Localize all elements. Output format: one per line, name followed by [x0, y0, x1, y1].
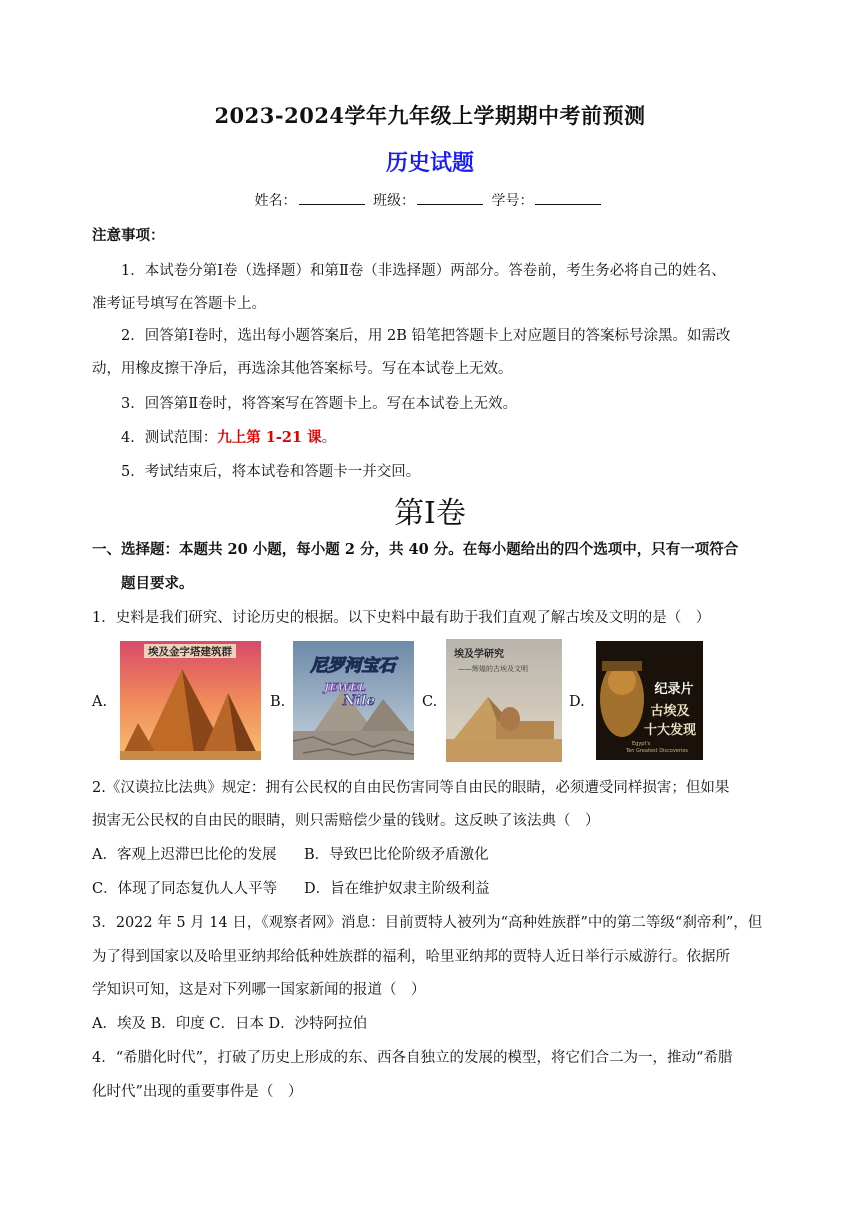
q2-option-c[interactable]: C．体现了同态复仇人人平等	[92, 881, 278, 897]
id-blank[interactable]	[535, 191, 601, 205]
q1-option-a-label[interactable]: A.	[92, 694, 108, 710]
q1-option-d-label[interactable]: D.	[569, 694, 585, 710]
q2-option-d[interactable]: D．旨在维护奴隶主阶级利益	[304, 881, 490, 897]
class-label: 班级：	[373, 193, 415, 209]
q4-stem-line-1: 4．“希腊化时代”，打破了历史上形成的东、西各自独立的发展的模型，将它们合二为一，推动“希腊	[92, 1050, 733, 1066]
note-1-line-1: 1．本试卷分第Ⅰ卷（选择题）和第Ⅱ卷（非选择题）两部分。答卷前，考生务必将自己的姓名、	[121, 263, 726, 279]
student-info-line	[0, 190, 860, 210]
note-4-range: 九上第 1-21 课	[217, 429, 322, 446]
q1-d-image-line-2: 古埃及	[650, 704, 690, 719]
q2-stem-line-2: 损害无公民权的自由民的眼睛，则只需赔偿少量的钱财。这反映了该法典（ ）	[92, 813, 600, 829]
section-heading: 第Ⅰ卷	[394, 496, 466, 531]
section-intro-line-1: 一、选择题：本题共 20 小题，每小题 2 分，共 40 分。在每小题给出的四个选项中，只有一项符合	[92, 541, 739, 558]
q1-d-image-en-2: Ten Greatest Discoveries	[626, 748, 689, 754]
note-4	[121, 429, 336, 447]
note-4-suffix: 。	[321, 430, 337, 446]
q1-b-image-subtitle: JEWEL	[323, 681, 367, 694]
note-2-line-1: 2．回答第Ⅰ卷时，选出每小题答案后，用 2B 铅笔把答题卡上对应题目的答案标号涂黑。如需改	[121, 328, 731, 344]
exam-title: 2023-2024学年九年级上学期期中考前预测	[214, 103, 646, 128]
note-5: 5．考试结束后，将本试卷和答题卡一并交回。	[121, 464, 421, 480]
q1-c-image-title: 埃及学研究	[454, 649, 504, 660]
note-2-line-2: 动，用橡皮擦干净后，再选涂其他答案标号。写在本试卷上无效。	[92, 361, 513, 377]
q2-option-b[interactable]: B．导致巴比伦阶级矛盾激化	[304, 847, 489, 863]
q3-stem-line-3: 学知识可知，这是对下列哪一国家新闻的报道（ ）	[92, 982, 426, 998]
q1-option-b-label[interactable]: B.	[270, 694, 286, 710]
class-blank[interactable]	[417, 191, 483, 205]
name-blank[interactable]	[299, 191, 365, 205]
q3-options[interactable]: A．埃及 B．印度 C．日本 D．沙特阿拉伯	[92, 1016, 368, 1032]
q3-stem-line-1: 3．2022 年 5 月 14 日，《观察者网》消息：目前贾特人被列为“高种姓族群”中的第二等级“刹帝利”，但	[92, 915, 763, 931]
q1-d-image-line-3: 十大发现	[643, 723, 697, 738]
q1-a-image-caption: 埃及金字塔建筑群	[148, 646, 232, 658]
q2-stem-line-1: 2.《汉谟拉比法典》规定：拥有公民权的自由民伤害同等自由民的眼睛，必须遭受同样损害；但如果	[92, 780, 730, 796]
q1-option-a-image[interactable]	[120, 641, 261, 760]
q1-stem: 1．史料是我们研究、讨论历史的根据。以下史料中最有助于我们直观了解古埃及文明的是（ ）	[92, 610, 711, 626]
q1-option-c-image[interactable]	[446, 639, 562, 762]
q1-option-d-image[interactable]	[596, 641, 703, 760]
q1-d-image-en-1: Egypt's	[632, 741, 651, 747]
q4-stem-line-2: 化时代”出现的重要事件是（ ）	[92, 1084, 303, 1100]
note-3: 3．回答第Ⅱ卷时，将答案写在答题卡上。写在本试卷上无效。	[121, 396, 518, 412]
exam-subtitle: 历史试题	[385, 150, 474, 176]
q1-c-image-subtitle: ——辉煌的古埃及文明	[458, 665, 528, 673]
q3-stem-line-2: 为了得到国家以及哈里亚纳邦给低种姓族群的福利，哈里亚纳邦的贾特人近日举行示威游行。依据所	[92, 949, 730, 965]
q1-b-image-subtitle-2: Nile	[342, 693, 376, 709]
name-label: 姓名：	[254, 193, 297, 209]
q1-b-image-caption: 尼罗河宝石	[310, 656, 396, 676]
note-1-line-2: 准考证号填写在答题卡上。	[92, 296, 266, 312]
q1-option-b-image[interactable]	[293, 641, 414, 760]
q2-option-a[interactable]: A．客观上迟滞巴比伦的发展	[92, 847, 277, 863]
section-intro-line-2: 题目要求。	[121, 575, 194, 592]
notes-heading: 注意事项：	[92, 227, 165, 244]
q1-d-image-line-1: 纪录片	[654, 682, 694, 697]
id-label: 学号：	[491, 193, 534, 209]
q1-option-c-label[interactable]: C.	[422, 694, 438, 710]
note-4-prefix: 4．测试范围：	[121, 430, 218, 446]
